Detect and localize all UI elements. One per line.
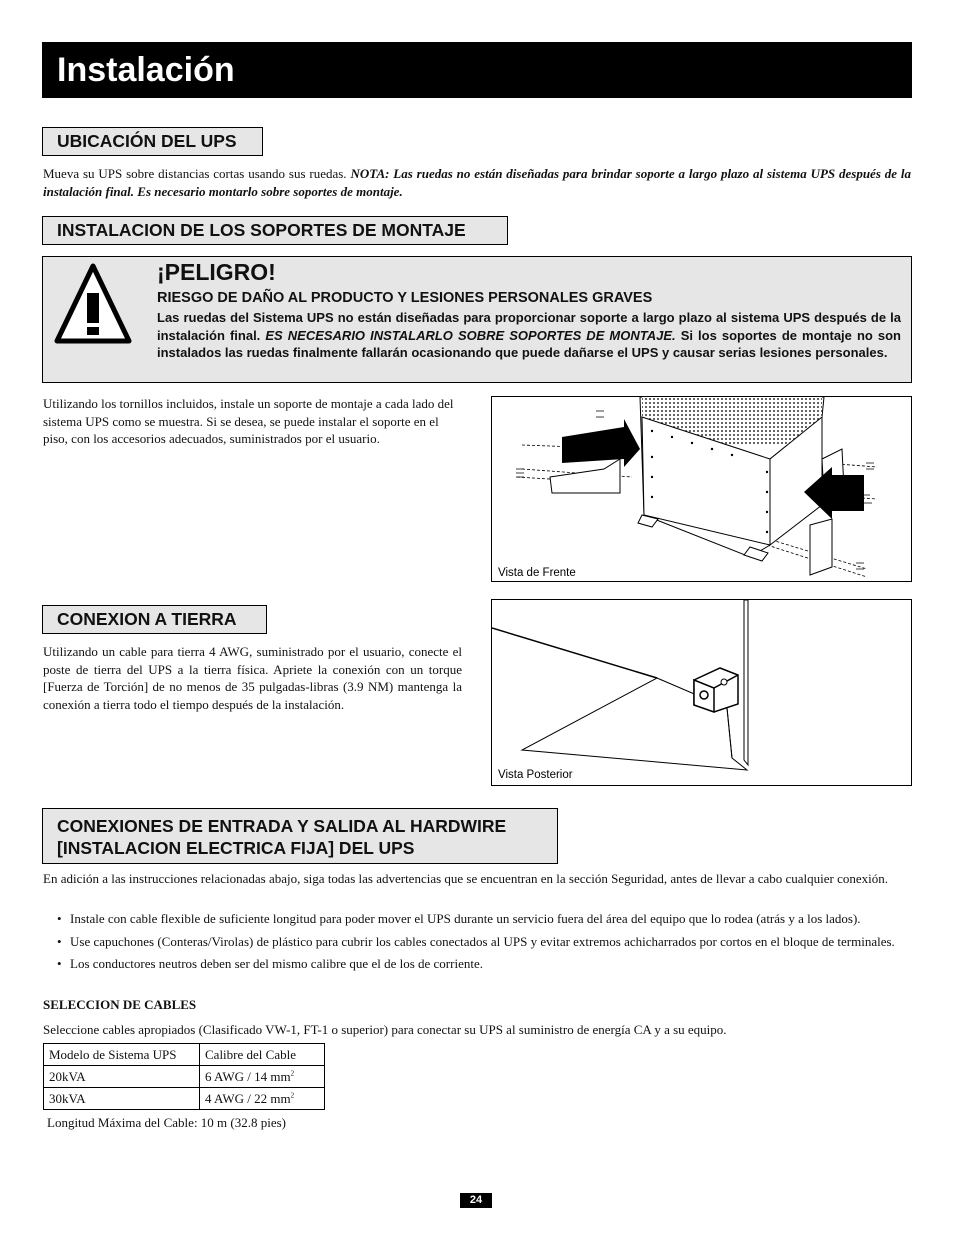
table-header-model: Modelo de Sistema UPS [44,1044,200,1066]
hardwire-intro: En adición a las instrucciones relacionadas abajo, siga todas las advertencias que se encuentran en la sección Seguridad, antes de llevar a cabo cualquier conexión. [43,871,889,886]
rear-view-figure [491,599,912,786]
cable-table [43,1043,325,1110]
table-cell-gauge-sup: 2 [290,1091,295,1100]
table-cell-gauge-text: 4 AWG / 22 mm [205,1090,291,1106]
danger-subtitle: RIESGO DE DAÑO AL PRODUCTO Y LESIONES PERSONALES GRAVES [157,290,653,306]
table-row [44,1066,325,1088]
table-header-gauge: Calibre del Cable [200,1044,325,1066]
ubicacion-note: NOTA: Las ruedas no están diseñadas para brindar soporte a largo plazo al sistema UPS después de la instalación final. Es necesario montarlo sobre soportes de montaje. [43,166,912,199]
ubicacion-paragraph [43,165,911,200]
danger-warning-box [42,256,912,383]
rear-view-caption: Vista Posterior [498,769,573,781]
table-header-row [44,1044,325,1066]
table-row [44,1088,325,1110]
list-item: • Use capuchones (Conteras/Virolas) de plástico para cubrir los cables conectados al UPS y evitar extremos achicharrados por cortos en el bloque de terminales. [43,933,911,951]
danger-body [157,309,901,362]
rear-view-illustration [492,600,912,786]
danger-body-1: Las ruedas del Sistema UPS no están diseñadas para proporcionar soporte a largo plazo al sistema UPS después de la instalación final. [157,310,901,343]
danger-body-2: ES NECESARIO INSTALARLO SOBRE SOPORTES DE MONTAJE. [265,327,676,343]
table-cell-model: 20kVA [44,1066,200,1088]
page-title: Instalación [57,51,235,89]
danger-title: ¡PELIGRO! [157,259,276,285]
section-heading-ubicacion: UBICACIÓN DEL UPS [42,127,263,156]
page-number: 24 [460,1193,492,1208]
table-cell-gauge-sup: 2 [290,1069,295,1078]
page-title-bar [42,42,912,98]
hardwire-heading-line1: CONEXIONES DE ENTRADA Y SALIDA AL HARDWIRE [57,816,507,836]
front-view-illustration [492,397,912,582]
table-cell-gauge [200,1066,325,1088]
table-cell-gauge-text: 6 AWG / 14 mm [205,1068,291,1084]
cable-selection-heading: SELECCION DE CABLES [43,997,197,1012]
table-cell-gauge [200,1088,325,1110]
warning-triangle-icon [53,261,133,345]
section-heading-soportes: INSTALACION DE LOS SOPORTES DE MONTAJE [42,216,508,245]
front-view-figure [491,396,912,582]
list-item: • Los conductores neutros deben ser del mismo calibre que el de los de corriente. [43,955,911,973]
list-item: • Instale con cable flexible de suficiente longitud para poder mover el UPS durante un servicio fuera del área del equipo que lo rodea (atrás y a los lados). [43,910,911,928]
cable-selection-text: Seleccione cables apropiados (Clasificado VW-1, FT-1 o superior) para conectar su UPS al suministro de energía CA y a su equipo. [43,1022,727,1037]
tierra-paragraph: Utilizando un cable para tierra 4 AWG, suministrado por el usuario, conecte el poste de tierra del UPS a la tierra física. Apriete la conexión con un torque [Fuerza de Torción] de no menos de 35 pulgadas-libras (3.9 NM) mantenga la conexión a tierra todo el tiempo después de la instalación. [43,644,462,712]
ubicacion-text: Mueva su UPS sobre distancias cortas usando sus ruedas. [43,166,351,181]
section-heading-tierra: CONEXION A TIERRA [42,605,267,634]
front-view-caption: Vista de Frente [498,567,576,579]
cable-max-length: Longitud Máxima del Cable: 10 m (32.8 pies) [47,1115,287,1130]
danger-body-3: Si los soportes de montaje no son instalados las ruedas finalmente fallarán ocasionando que puede dañarse el UPS y causar serias lesiones personales. [157,327,902,360]
section-heading-hardwire [42,808,558,864]
hardwire-heading-line2: [INSTALACION ELECTRICA FIJA] DEL UPS [57,838,415,858]
table-cell-model: 30kVA [44,1088,200,1110]
soportes-paragraph: Utilizando los tornillos incluidos, instale un soporte de montaje a cada lado del sistema UPS como se muestra. Si se desea, se puede instalar el soporte en el piso, con los accesorios adecuados, suministrados por el usuario. [43,396,454,446]
hardwire-bullet-list [43,910,911,978]
